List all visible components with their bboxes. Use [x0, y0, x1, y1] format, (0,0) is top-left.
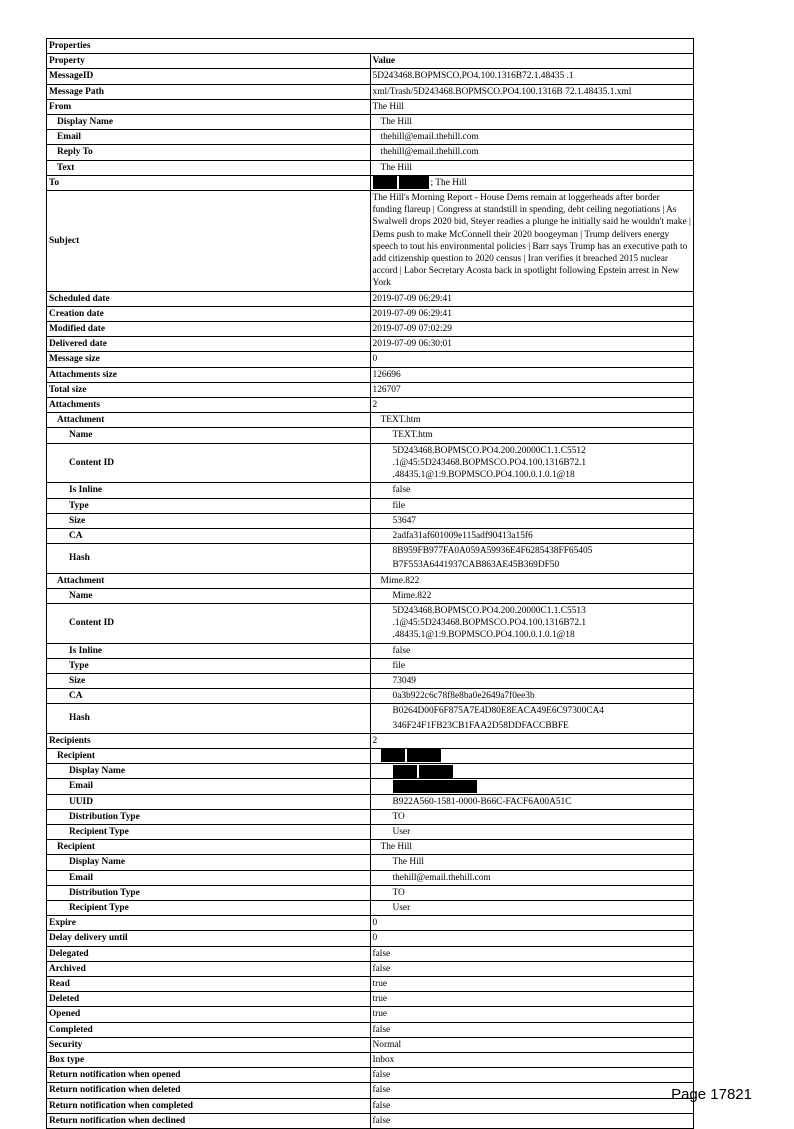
property-name: Total size: [47, 382, 371, 397]
property-name: Security: [47, 1037, 371, 1052]
table-row: [47, 337, 694, 352]
property-value: 2019-07-09 06:30:01: [370, 337, 694, 352]
property-name: UUID: [47, 794, 371, 809]
table-row: [47, 1113, 694, 1128]
table-row: [47, 916, 694, 931]
property-value: TO: [370, 809, 694, 824]
property-value: 0: [370, 931, 694, 946]
property-name: Display Name: [47, 855, 371, 870]
table-row: [47, 483, 694, 498]
property-value: xml/Trash/5D243468.BOPMSCO.PO4.100.1316B 72.1.48435.1.xml: [370, 84, 694, 99]
property-name: Return notification when deleted: [47, 1083, 371, 1098]
property-value: The Hill: [370, 99, 694, 114]
table-row: [47, 145, 694, 160]
property-value: Normal: [370, 1037, 694, 1052]
table-row: [47, 840, 694, 855]
table-row: [47, 658, 694, 673]
property-name: Type: [47, 658, 371, 673]
property-name: Name: [47, 588, 371, 603]
property-value: 0a3b922c6c78f8e8ba0e2649a7f0ee3b: [370, 689, 694, 704]
table-row: [47, 130, 694, 145]
table-row: [47, 382, 694, 397]
property-value: [370, 764, 694, 779]
property-name: CA: [47, 528, 371, 543]
property-value: 5D243468.BOPMSCO.PO4.200.20000C1.1.C5512 .1@45:5D243468.BOPMSCO.PO4.100.1316B72.1 .48435.1@1:9.BOPMSCO.PO4.100.0.1.0.1@18: [370, 443, 694, 483]
properties-table: [46, 38, 694, 1129]
table-row: [47, 946, 694, 961]
table-row: [47, 99, 694, 114]
table-row: [47, 291, 694, 306]
property-value: 53647: [370, 513, 694, 528]
table-row: [47, 748, 694, 763]
table-title-row: [47, 39, 694, 54]
table-row: [47, 573, 694, 588]
table-row: [47, 84, 694, 99]
property-value: 2019-07-09 06:29:41: [370, 306, 694, 321]
property-name: Expire: [47, 916, 371, 931]
property-name: Archived: [47, 961, 371, 976]
property-value: 8B959FB977FA0A059A59936E4F6285438FF65405 B7F553A6441937CAB863AE45B369DF50: [370, 544, 694, 573]
property-name: Content ID: [47, 443, 371, 483]
property-value: 5D243468.BOPMSCO.PO4.200.20000C1.1.C5513 .1@45:5D243468.BOPMSCO.PO4.100.1316B72.1 .48435.1@1:9.BOPMSCO.PO4.100.0.1.0.1@18: [370, 603, 694, 643]
table-row: [47, 115, 694, 130]
property-name: Attachment: [47, 573, 371, 588]
property-name: Read: [47, 977, 371, 992]
property-value: TO: [370, 885, 694, 900]
table-row: [47, 1007, 694, 1022]
property-value: User: [370, 900, 694, 915]
property-value: true: [370, 992, 694, 1007]
property-value-text: ; The Hill: [430, 177, 467, 188]
table-row: [47, 794, 694, 809]
table-row: [47, 779, 694, 794]
table-row: [47, 175, 694, 190]
table-row: [47, 1053, 694, 1068]
property-name: Message size: [47, 352, 371, 367]
table-row: [47, 870, 694, 885]
property-value: thehill@email.thehill.com: [370, 870, 694, 885]
redaction-block: [373, 176, 397, 189]
property-name: Hash: [47, 704, 371, 733]
property-value: file: [370, 498, 694, 513]
property-value: file: [370, 658, 694, 673]
property-value: B0264D00F6F875A7E4D80E8EACA49E6C97300CA4 346F24F1FB23CB1FAA2D58DDFACCBBFE: [370, 704, 694, 733]
redaction-block: [419, 765, 453, 778]
property-name: Completed: [47, 1022, 371, 1037]
table-row: [47, 961, 694, 976]
table-row: [47, 443, 694, 483]
property-name: Message Path: [47, 84, 371, 99]
property-value: 2019-07-09 06:29:41: [370, 291, 694, 306]
property-name: To: [47, 175, 371, 190]
property-value: Mime.822: [370, 588, 694, 603]
property-name: Size: [47, 673, 371, 688]
table-row: [47, 588, 694, 603]
table-row: [47, 824, 694, 839]
property-name: Hash: [47, 544, 371, 573]
redaction-block: [407, 749, 441, 762]
table-row: [47, 673, 694, 688]
property-name: Scheduled date: [47, 291, 371, 306]
property-value: 2: [370, 398, 694, 413]
property-name: Box type: [47, 1053, 371, 1068]
table-row: [47, 603, 694, 643]
property-value: Inbox: [370, 1053, 694, 1068]
property-name: Is Inline: [47, 643, 371, 658]
table-row: [47, 498, 694, 513]
table-row: [47, 352, 694, 367]
property-value: TEXT.htm: [370, 413, 694, 428]
property-name: Reply To: [47, 145, 371, 160]
table-row: [47, 160, 694, 175]
table-row: [47, 1037, 694, 1052]
table-row: [47, 367, 694, 382]
property-value: User: [370, 824, 694, 839]
property-name: Name: [47, 428, 371, 443]
property-name: Delivered date: [47, 337, 371, 352]
table-row: [47, 413, 694, 428]
table-row: [47, 69, 694, 84]
property-value: 5D243468.BOPMSCO.PO4.100.1316B72.1.48435 .1: [370, 69, 694, 84]
property-value: TEXT.htm: [370, 428, 694, 443]
property-value: false: [370, 643, 694, 658]
property-name: Attachments: [47, 398, 371, 413]
table-row: [47, 191, 694, 292]
property-value: 0: [370, 352, 694, 367]
property-value: [370, 175, 694, 190]
property-name: Creation date: [47, 306, 371, 321]
property-value: 73049: [370, 673, 694, 688]
header-property: Property: [47, 54, 371, 69]
property-name: From: [47, 99, 371, 114]
property-name: Recipient Type: [47, 900, 371, 915]
property-name: Subject: [47, 191, 371, 292]
table-row: [47, 428, 694, 443]
redaction-block: [393, 780, 477, 793]
table-row: [47, 528, 694, 543]
property-name: Opened: [47, 1007, 371, 1022]
property-name: CA: [47, 689, 371, 704]
table-row: [47, 992, 694, 1007]
property-value: 0: [370, 916, 694, 931]
table-row: [47, 764, 694, 779]
property-name: Display Name: [47, 764, 371, 779]
property-value: thehill@email.thehill.com: [370, 145, 694, 160]
table-title: Properties: [47, 39, 694, 54]
property-name: Display Name: [47, 115, 371, 130]
property-value: 126707: [370, 382, 694, 397]
table-row: [47, 513, 694, 528]
table-row: [47, 544, 694, 573]
table-header-row: [47, 54, 694, 69]
table-row: [47, 885, 694, 900]
property-value: true: [370, 1007, 694, 1022]
property-name: Recipient: [47, 748, 371, 763]
property-name: Email: [47, 870, 371, 885]
property-name: Deleted: [47, 992, 371, 1007]
property-value: The Hill's Morning Report - House Dems remain at loggerheads after border funding flareup | Congress at standstill in spending, debt ceiling negotiations | As Swalwell drops 2020 bid, Steyer readies a plunge he initially said he wouldn't make | Dems push to make McConnell their 2020 boogeyman | Trump delivers energy speech to tout his environmental policies | Barr says Trump has an executive path to add citizenship question to 2020 census | Iran verifies it breached 2015 nuclear accord | Labor Secretary Acosta back in spotlight following Epstein arrest in New York: [370, 191, 694, 292]
table-row: [47, 643, 694, 658]
table-row: [47, 689, 694, 704]
table-row: [47, 1068, 694, 1083]
property-name: Return notification when opened: [47, 1068, 371, 1083]
property-value: thehill@email.thehill.com: [370, 130, 694, 145]
table-row: [47, 733, 694, 748]
table-row: [47, 704, 694, 733]
property-name: Recipient: [47, 840, 371, 855]
property-value: false: [370, 1098, 694, 1113]
property-value: 126696: [370, 367, 694, 382]
property-name: Recipient Type: [47, 824, 371, 839]
table-row: [47, 931, 694, 946]
property-value: The Hill: [370, 115, 694, 130]
property-value: [370, 748, 694, 763]
property-name: Email: [47, 779, 371, 794]
property-value: false: [370, 1113, 694, 1128]
property-value: The Hill: [370, 840, 694, 855]
table-row: [47, 855, 694, 870]
property-name: Distribution Type: [47, 809, 371, 824]
table-row: [47, 306, 694, 321]
property-name: Type: [47, 498, 371, 513]
property-value: The Hill: [370, 855, 694, 870]
property-value: false: [370, 1022, 694, 1037]
property-value: false: [370, 1083, 694, 1098]
property-value: Mime.822: [370, 573, 694, 588]
property-name: Distribution Type: [47, 885, 371, 900]
redaction-block: [381, 749, 405, 762]
property-name: MessageID: [47, 69, 371, 84]
property-value: B922A560-1581-0000-B66C-FACF6A00A51C: [370, 794, 694, 809]
table-row: [47, 809, 694, 824]
property-value: false: [370, 946, 694, 961]
property-value: true: [370, 977, 694, 992]
header-value: Value: [370, 54, 694, 69]
table-row: [47, 1022, 694, 1037]
table-row: [47, 977, 694, 992]
property-value: 2019-07-09 07:02:29: [370, 322, 694, 337]
property-name: Content ID: [47, 603, 371, 643]
property-name: Attachments size: [47, 367, 371, 382]
redaction-block: [393, 765, 417, 778]
property-name: Size: [47, 513, 371, 528]
property-value: 2: [370, 733, 694, 748]
property-value: false: [370, 483, 694, 498]
redaction-block: [399, 176, 429, 189]
table-row: [47, 398, 694, 413]
property-name: Recipients: [47, 733, 371, 748]
table-row: [47, 322, 694, 337]
property-value: false: [370, 1068, 694, 1083]
property-name: Return notification when declined: [47, 1113, 371, 1128]
property-value: The Hill: [370, 160, 694, 175]
property-name: Attachment: [47, 413, 371, 428]
page-number: Page 17821: [671, 1086, 752, 1103]
property-value: [370, 779, 694, 794]
property-name: Modified date: [47, 322, 371, 337]
property-name: Text: [47, 160, 371, 175]
property-name: Return notification when completed: [47, 1098, 371, 1113]
property-value: 2adfa31af601009e115adf90413a15f6: [370, 528, 694, 543]
table-row: [47, 900, 694, 915]
property-name: Is Inline: [47, 483, 371, 498]
property-name: Email: [47, 130, 371, 145]
property-name: Delay delivery until: [47, 931, 371, 946]
property-name: Delegated: [47, 946, 371, 961]
property-value: false: [370, 961, 694, 976]
